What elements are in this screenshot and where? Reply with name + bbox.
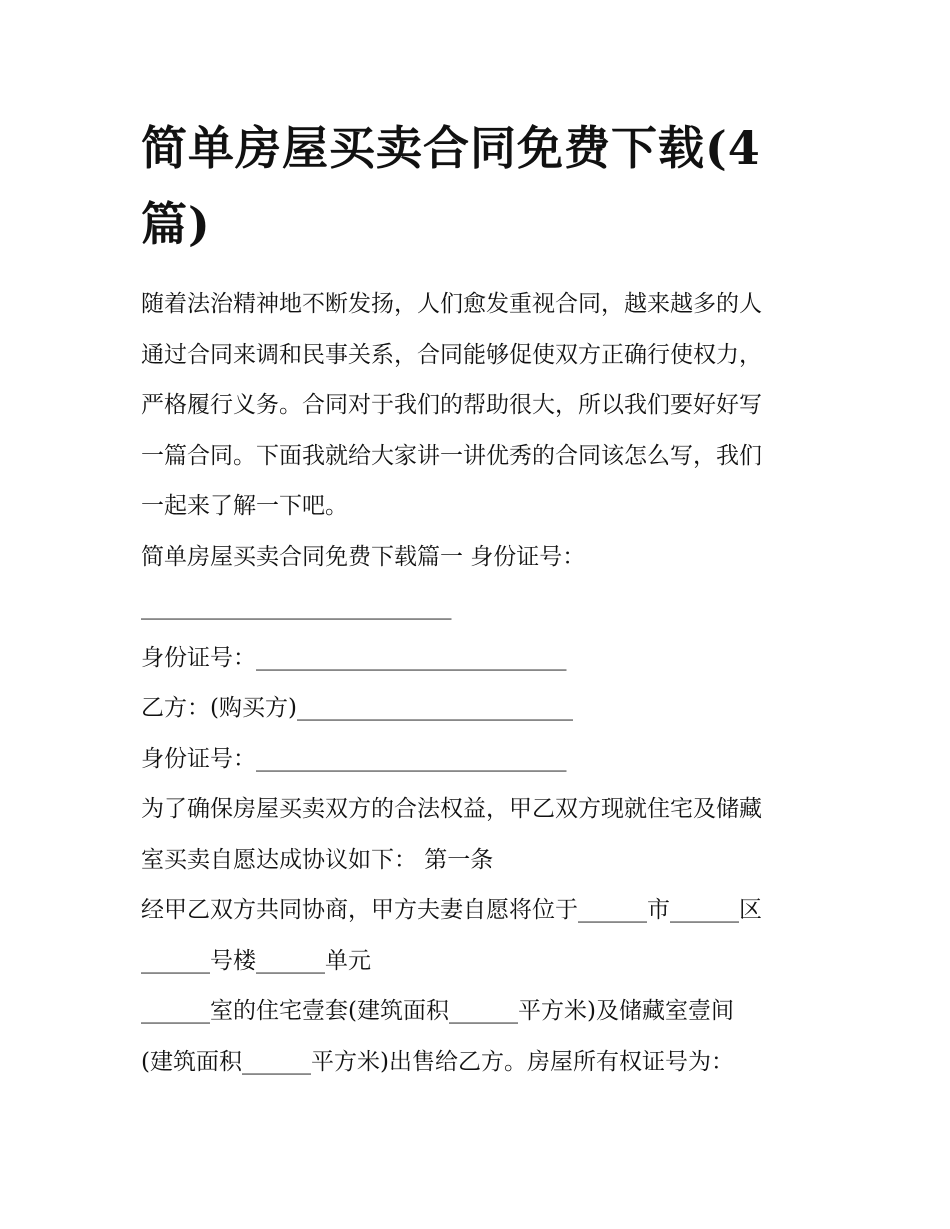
party-b-line: 乙方：(购买方)________________________ <box>141 695 573 721</box>
document-title: 简单房屋买卖合同免费下载(4篇) <box>141 121 761 251</box>
article-one-line-4: (建筑面积______平方米)出售给乙方。房屋所有权证号为： <box>141 1048 734 1075</box>
intro-line-2: 通过合同来调和民事关系，合同能够促使双方正确行使权力， <box>141 341 762 368</box>
party-b-id-line: 身份证号：___________________________ <box>141 745 567 772</box>
intro-line-1: 随着法治精神地不断发扬，人们愈发重视合同，越来越多的人 <box>141 291 762 317</box>
article-one-line-3: ______室的住宅壹套(建筑面积______平方米)及储藏室壹间 <box>141 998 734 1024</box>
section-heading-line: 简单房屋买卖合同免费下载篇一 身份证号： <box>141 543 586 570</box>
party-a-id-line: 身份证号：___________________________ <box>141 644 567 671</box>
id-number-blank-line: ___________________________ <box>141 594 452 620</box>
intro-line-4: 一篇合同。下面我就给大家讲一讲优秀的合同该怎么写，我们 <box>141 442 762 469</box>
intro-line-5: 一起来了解一下吧。 <box>141 493 348 519</box>
agreement-intro-line-1: 为了确保房屋买卖双方的合法权益，甲乙双方现就住宅及储藏 <box>141 796 762 822</box>
article-one-line-1: 经甲乙双方共同协商，甲方夫妻自愿将位于______市______区 <box>141 897 762 923</box>
document-page <box>141 110 821 1087</box>
intro-line-3: 严格履行义务。合同对于我们的帮助很大，所以我们要好好写 <box>141 392 762 418</box>
agreement-intro-line-2: 室买卖自愿达成协议如下： 第一条 <box>141 846 494 873</box>
article-one-line-2: ______号楼______单元 <box>141 947 371 974</box>
